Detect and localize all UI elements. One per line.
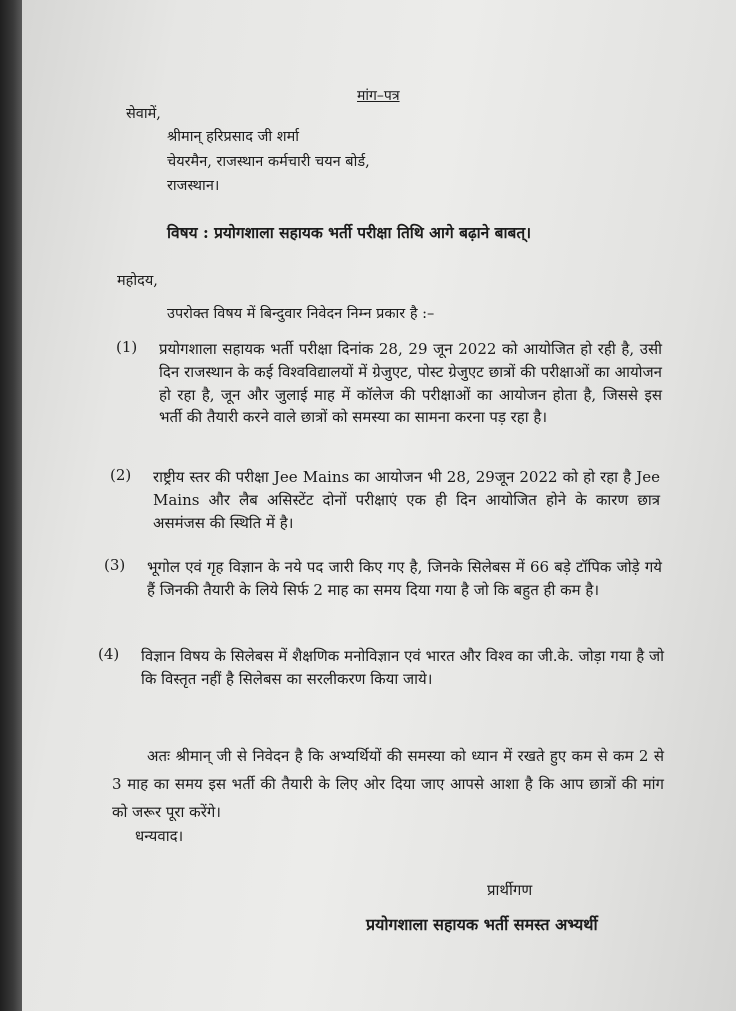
point-number: (2) (110, 466, 132, 484)
letter-subject: विषय : प्रयोगशाला सहायक भर्ती परीक्षा तिथि आगे बढ़ाने बाबत्। (167, 223, 532, 242)
recipient-name: श्रीमान् हरिप्रसाद जी शर्मा (167, 129, 300, 145)
salutation: महोदय, (117, 273, 158, 289)
letter-page (22, 0, 736, 1011)
recipient-designation: चेयरमैन, राजस्थान कर्मचारी चयन बोर्ड, (167, 154, 370, 170)
point-text: राष्ट्रीय स्तर की परीक्षा Jee Mains का आयोजन भी 28, 29जून 2022 को हो रहा है Jee Mains और लैब असिस्टेंट दोनों परीक्षाएं एक ही दिन आयोजित होने के कारण छात्र असमंजस की स्थिति में है। (153, 468, 660, 532)
point-number: (4) (98, 645, 120, 663)
letter-title: मांग–पत्र (357, 88, 400, 104)
desk-background (0, 0, 22, 1011)
closing-request: अतः श्रीमान् जी से निवेदन है कि अभ्यर्थियों की समस्या को ध्यान में रखते हुए कम से कम 2 से 3 माह का समय इस भर्ती की तैयारी के लिए ओर दिया जाए आपसे आशा है कि आप छात्रों की मांग को जरूर पूरा करेंगे। (112, 747, 664, 821)
point-number: (3) (104, 556, 126, 574)
signature-name: प्रयोगशाला सहायक भर्ती समस्त अभ्यर्थी (366, 915, 598, 934)
recipient-state: राजस्थान। (167, 178, 220, 194)
signature-label: प्रार्थीगण (487, 881, 533, 899)
recipient-salutation: सेवामें, (126, 106, 161, 122)
thanks-line: धन्यवाद। (135, 827, 184, 845)
point-text: विज्ञान विषय के सिलेबस में शैक्षणिक मनोविज्ञान एवं भारत और विश्व का जी.के. जोड़ा गया है जो कि विस्तृत नहीं है सिलेबस का सरलीकरण किया जाये। (141, 647, 664, 688)
intro-line: उपरोक्त विषय में बिन्दुवार निवेदन निम्न प्रकार है :– (167, 306, 435, 322)
point-text: प्रयोगशाला सहायक भर्ती परीक्षा दिनांक 28, 29 जून 2022 को आयोजित हो रही है, उसी दिन राजस्थान के कई विश्वविद्यालयों में ग्रेजुएट, पोस्ट ग्रेजुएट छात्रों की परीक्षाओं का आयोजन हो रहा है, जून और जुलाई माह में कॉलेज की परीक्षाओं का आयोजन होता है, जिससे इस भर्ती की तैयारी करने वाले छात्रों को समस्या का सामना करना पड़ रहा है। (159, 340, 662, 427)
point-text: भूगोल एवं गृह विज्ञान के नये पद जारी किए गए है, जिनके सिलेबस में 66 बड़े टॉपिक जोड़े गये हैं जिनकी तैयारी के लिये सिर्फ 2 माह का समय दिया गया है जो कि बहुत ही कम है। (147, 558, 662, 599)
point-number: (1) (116, 338, 138, 356)
